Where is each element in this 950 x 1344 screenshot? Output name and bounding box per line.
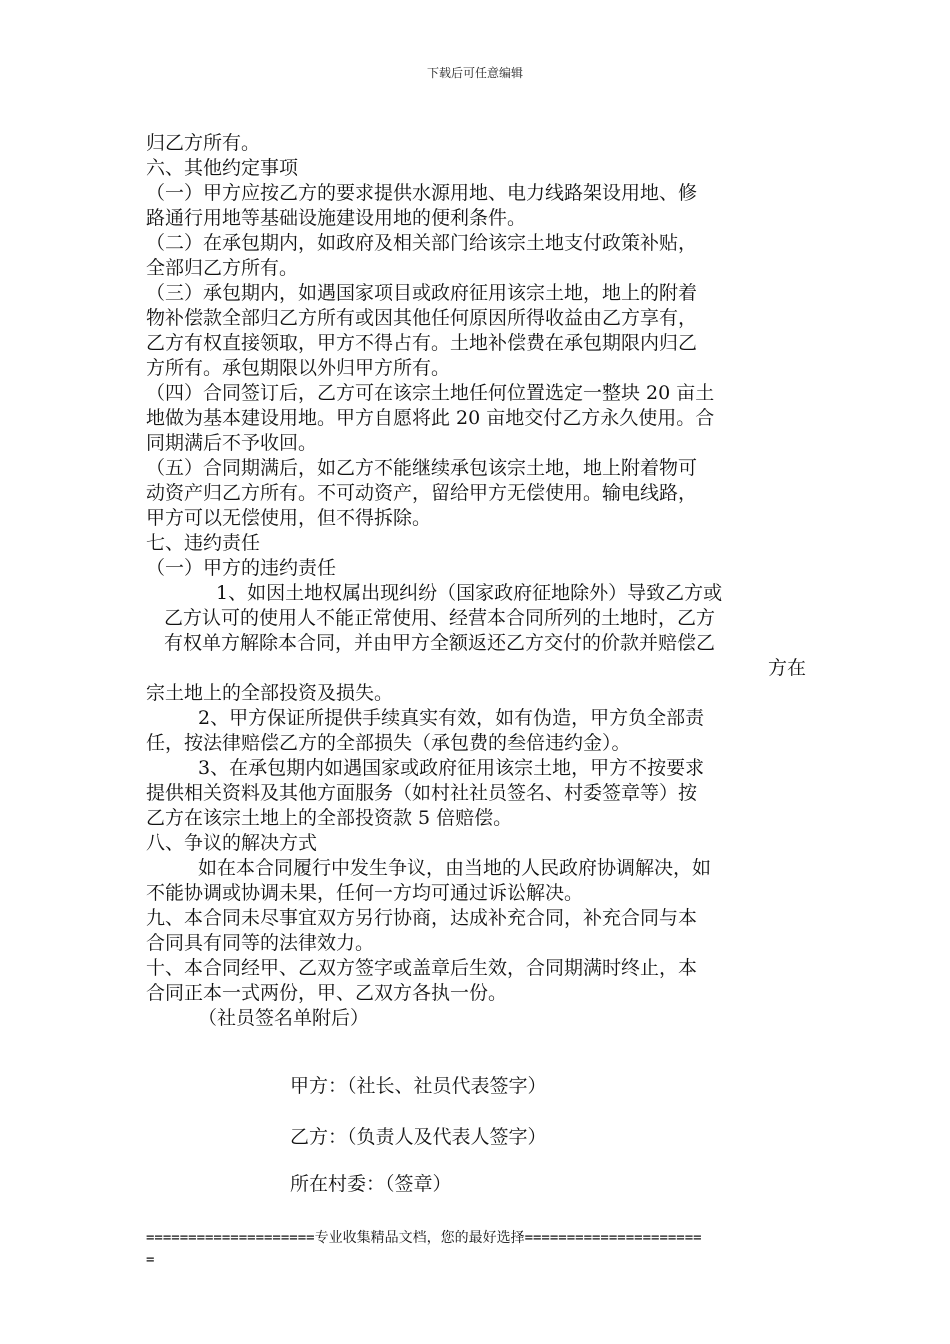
text-line: 路通行用地等基础设施建设用地的便利条件。 xyxy=(146,207,527,229)
footer-line xyxy=(146,1227,808,1249)
footer-tail: = xyxy=(146,1252,155,1268)
text-line: 动资产归乙方所有。不可动资产，留给甲方无偿使用。输电线路， xyxy=(146,482,698,504)
text-line: 十、本合同经甲、乙双方签字或盖章后生效，合同期满时终止，本 xyxy=(146,957,698,979)
page-footer xyxy=(146,1227,808,1271)
text-line: （一）甲方应按乙方的要求提供水源用地、电力线路架设用地、修 xyxy=(146,182,698,204)
subsection-heading: （一）甲方的违约责任 xyxy=(146,557,337,579)
text-line: 物补偿款全部归乙方所有或因其他任何原因所得收益由乙方享有， xyxy=(146,307,698,329)
text-line: 甲方可以无偿使用，但不得拆除。 xyxy=(146,507,432,529)
text-line: 乙方认可的使用人不能正常使用、经营本合同所列的土地时，乙方 xyxy=(164,607,716,629)
text-line: 如在本合同履行中发生争议，由当地的人民政府协调解决，如 xyxy=(198,857,712,879)
text-line: （四）合同签订后，乙方可在该宗土地任何位置选定一整块 20 亩土 xyxy=(146,382,715,404)
text-line: 乙方有权直接领取，甲方不得占有。土地补偿费在承包期限内归乙 xyxy=(146,332,698,354)
text-line: 任，按法律赔偿乙方的全部损失（承包费的叁倍违约金）。 xyxy=(146,732,631,754)
section-heading: 六、其他约定事项 xyxy=(146,157,299,179)
text-line: 全部归乙方所有。 xyxy=(146,257,299,279)
text-line: 提供相关资料及其他方面服务（如村社社员签名、村委签章等）按 xyxy=(146,782,698,804)
text-line: 3、在承包期内如遇国家或政府征用该宗土地，甲方不按要求 xyxy=(198,757,705,779)
text-line: 地做为基本建设用地。甲方自愿将此 20 亩地交付乙方永久使用。合 xyxy=(146,407,715,429)
text-line: 有权单方解除本合同，并由甲方全额返还乙方交付的价款并赔偿乙 xyxy=(164,632,716,654)
text-line: 九、本合同未尽事宜双方另行协商，达成补充合同，补充合同与本 xyxy=(146,907,698,929)
document-body xyxy=(146,131,806,1031)
text-line: 2、甲方保证所提供手续真实有效，如有伪造，甲方负全部责 xyxy=(198,707,705,729)
text-line: 方所有。承包期限以外归甲方所有。 xyxy=(146,357,451,379)
section-heading: 七、违约责任 xyxy=(146,532,261,554)
section-heading: 八、争议的解决方式 xyxy=(146,832,318,854)
footer-rule-right: ===================== xyxy=(524,1230,702,1246)
text-line: 乙方在该宗土地上的全部投资款 5 倍赔偿。 xyxy=(146,807,513,829)
text-line: 1、如因土地权属出现纠纷（国家政府征地除外）导致乙方或 xyxy=(216,582,723,604)
signature-village: 所在村委：（签章） xyxy=(290,1173,452,1195)
attachment-note: （社员签名单附后） xyxy=(198,1007,370,1029)
text-line: 合同正本一式两份，甲、乙双方各执一份。 xyxy=(146,982,508,1004)
text-line: 归乙方所有。 xyxy=(146,132,261,154)
text-line: 不能协调或协调未果，任何一方均可通过诉讼解决。 xyxy=(146,882,584,904)
text-line: 宗土地上的全部投资及损失。 xyxy=(146,682,394,704)
page-header: 下载后可任意编辑 xyxy=(426,66,523,80)
text-line: 同期满后不予收回。 xyxy=(146,432,318,454)
text-line: （五）合同期满后，如乙方不能继续承包该宗土地，地上附着物可 xyxy=(146,457,698,479)
footer-text: 专业收集精品文档，您的最好选择 xyxy=(314,1230,525,1246)
text-line: （二）在承包期内，如政府及相关部门给该宗土地支付政策补贴， xyxy=(146,232,698,254)
footer-rule-left: ==================== xyxy=(146,1230,315,1246)
text-line: （三）承包期内，如遇国家项目或政府征用该宗土地，地上的附着 xyxy=(146,282,698,304)
signature-party-b: 乙方：（负责人及代表人签字） xyxy=(290,1126,547,1148)
text-line: 合同具有同等的法律效力。 xyxy=(146,932,375,954)
text-line: 方在 xyxy=(767,657,806,679)
signature-party-a: 甲方：（社长、社员代表签字） xyxy=(290,1075,547,1097)
